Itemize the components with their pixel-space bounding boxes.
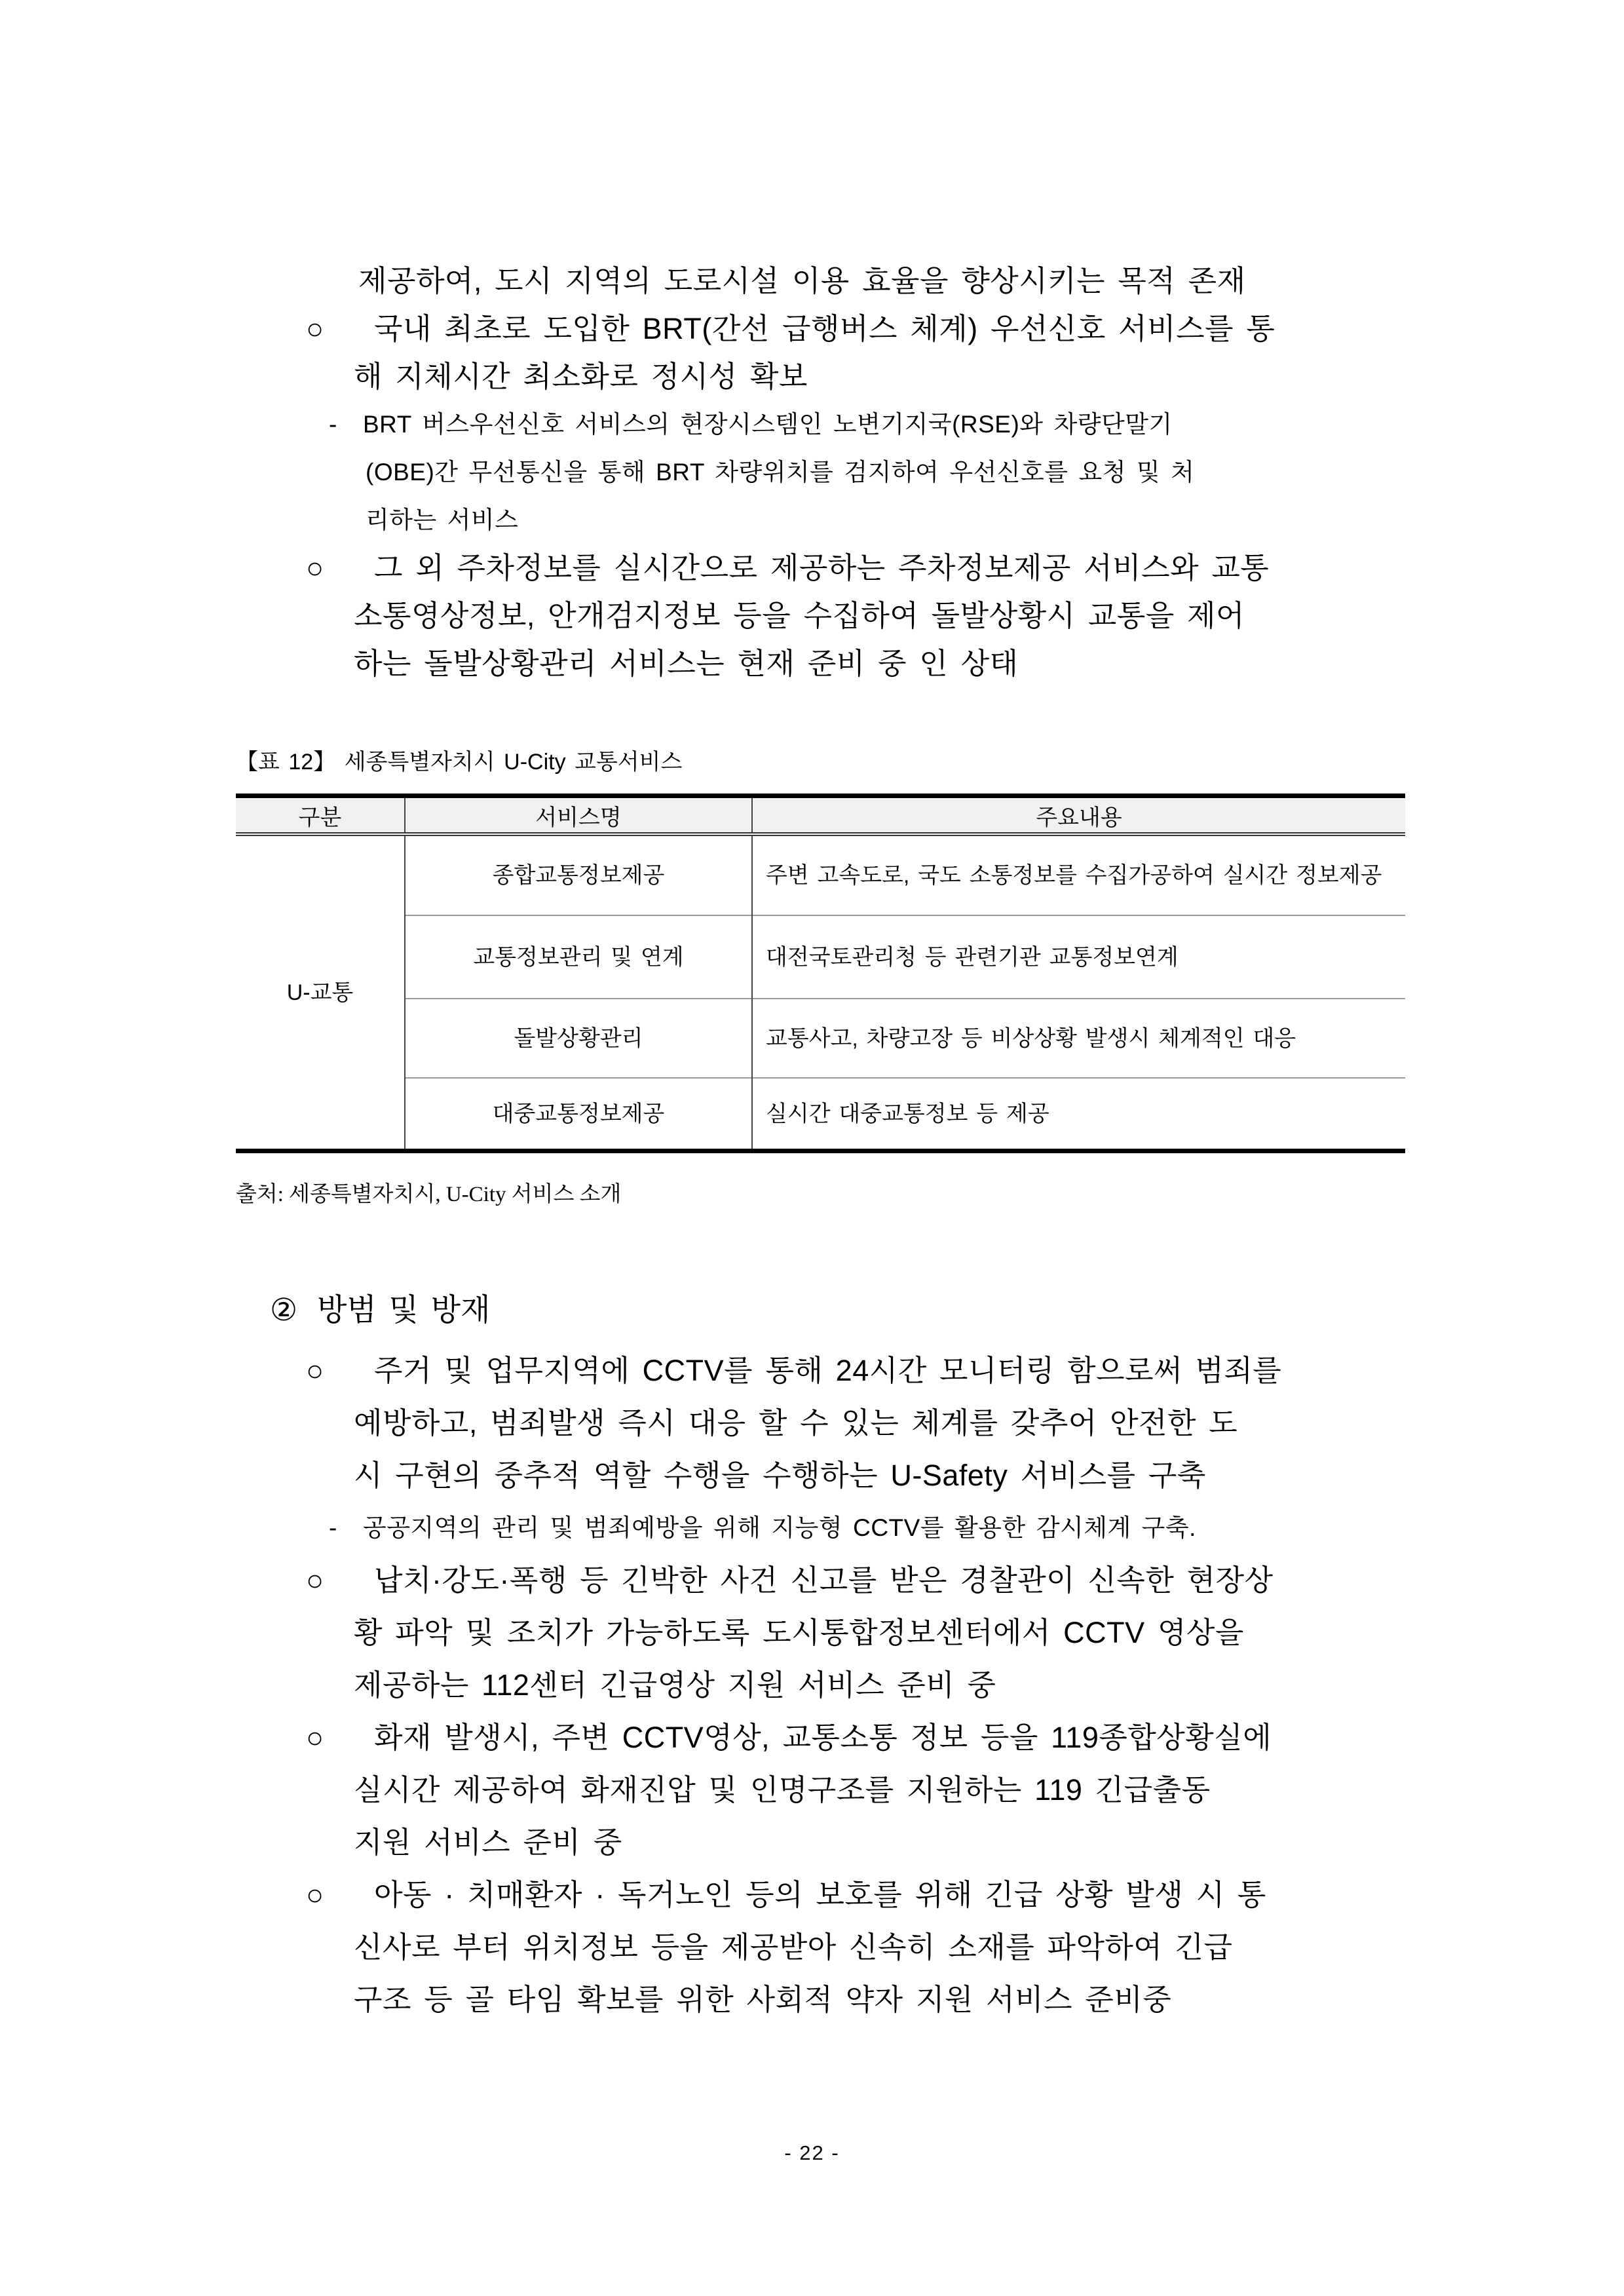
text-line: 소통영상정보, 안개검지정보 등을 수집하여 돌발상황시 교통을 제어 [354, 599, 1245, 632]
table-row [236, 1078, 1405, 1151]
table-cell-content: 교통사고, 차량고장 등 비상상황 발생시 체계적인 대응 [752, 999, 1405, 1078]
col-header-service: 서비스명 [405, 796, 752, 835]
section-safety-text [236, 1345, 1408, 2026]
col-header-category: 구분 [236, 796, 405, 835]
table-header-row [236, 796, 1405, 835]
text-line: ○ 국내 최초로 도입한 BRT(간선 급행버스 체계) 우선신호 서비스를 통 [236, 305, 1408, 353]
dash-bullet-icon: - [329, 1514, 337, 1541]
table-caption: 【표 12】 세종특별자치시 U-City 교통서비스 [236, 750, 683, 775]
text-line: (OBE)간 무선통신을 통해 BRT 차량위치를 검지하여 우선신호를 요청 및 처 [366, 459, 1195, 486]
text-line: 제공하는 112센터 긴급영상 지원 서비스 준비 중 [354, 1668, 996, 1702]
table-row [236, 999, 1405, 1078]
text-line: 구조 등 골 타임 확보를 위한 사회적 약자 지원 서비스 준비중 [354, 1983, 1172, 2016]
table-cell-service: 종합교통정보제공 [405, 834, 752, 915]
text-line: 하는 돌발상황관리 서비스는 현재 준비 중 인 상태 [354, 647, 1019, 680]
text-line: ○ 아동 · 치매환자 · 독거노인 등의 보호를 위해 긴급 상황 발생 시 통 [236, 1869, 1408, 1921]
text-line: 신사로 부터 위치정보 등을 제공받아 신속히 소재를 파악하여 긴급 [354, 1930, 1233, 1964]
section-traffic-text [236, 257, 1408, 687]
table-cell-content: 대전국토관리청 등 관련기관 교통정보연계 [752, 915, 1405, 999]
text-line: - BRT 버스우선신호 서비스의 현장시스템인 노변기지국(RSE)와 차량단말기 [236, 400, 1408, 448]
table-cell-group-label: U-교통 [286, 980, 354, 1005]
text-line: 실시간 제공하여 화재진압 및 인명구조를 지원하는 119 긴급출동 [354, 1773, 1211, 1807]
text-line: 해 지체시간 최소화로 정시성 확보 [354, 360, 808, 393]
text-line: 시 구현의 중추적 역할 수행을 수행하는 U-Safety 서비스를 구축 [354, 1459, 1206, 1492]
text-line: ○ 주거 및 업무지역에 CCTV를 통해 24시간 모니터링 함으로써 범죄를 [236, 1345, 1408, 1397]
text-line: 예방하고, 범죄발생 즉시 대응 할 수 있는 체계를 갖추어 안전한 도 [354, 1406, 1238, 1440]
circle-bullet-icon: ○ [306, 1354, 324, 1387]
table-cell-service: 교통정보관리 및 연계 [405, 915, 752, 999]
dash-bullet-icon: - [329, 411, 337, 438]
section-heading-safety: ② 방범 및 방재 [236, 1287, 1408, 1333]
circle-bullet-icon: ○ [306, 1563, 324, 1597]
table-cell-service: 대중교통정보제공 [405, 1078, 752, 1151]
text-line: ○ 그 외 주차정보를 실시간으로 제공하는 주차정보제공 서비스와 교통 [236, 544, 1408, 592]
text-line: - 공공지역의 관리 및 범죄예방을 위해 지능형 CCTV를 활용한 감시체계 구축. [236, 1502, 1408, 1554]
table-cell-service: 돌발상황관리 [405, 999, 752, 1078]
circle-bullet-icon: ○ [306, 312, 324, 345]
table-row [236, 915, 1405, 999]
table-row [236, 834, 1405, 915]
page-number: - 22 - [784, 2141, 840, 2164]
table-cell-content: 주변 고속도로, 국도 소통정보를 수집가공하여 실시간 정보제공 [752, 834, 1405, 915]
text-line: 지원 서비스 준비 중 [354, 1826, 622, 1859]
text-line: 리하는 서비스 [366, 507, 519, 533]
text-line: 황 파악 및 조치가 가능하도록 도시통합정보센터에서 CCTV 영상을 [354, 1616, 1244, 1649]
u-city-traffic-table [236, 794, 1405, 1153]
table-source-note: 출처: 세종특별자치시, U-City 서비스 소개 [236, 1183, 622, 1206]
text-line: ○ 화재 발생시, 주변 CCTV영상, 교통소통 정보 등을 119종합상황실에 [236, 1712, 1408, 1764]
circle-bullet-icon: ○ [306, 1878, 324, 1911]
circle-bullet-icon: ○ [306, 1721, 324, 1754]
col-header-content: 주요내용 [752, 796, 1405, 835]
page-content [236, 257, 1408, 2026]
table-cell-content: 실시간 대중교통정보 등 제공 [752, 1078, 1405, 1151]
circle-bullet-icon: ○ [306, 551, 324, 584]
text-line: ○ 납치·강도·폭행 등 긴박한 사건 신고를 받은 경찰관이 신속한 현장상 [236, 1554, 1408, 1607]
circled-two-icon: ② [270, 1292, 298, 1327]
text-line: 제공하여, 도시 지역의 도로시설 이용 효율을 향상시키는 목적 존재 [358, 264, 1246, 297]
